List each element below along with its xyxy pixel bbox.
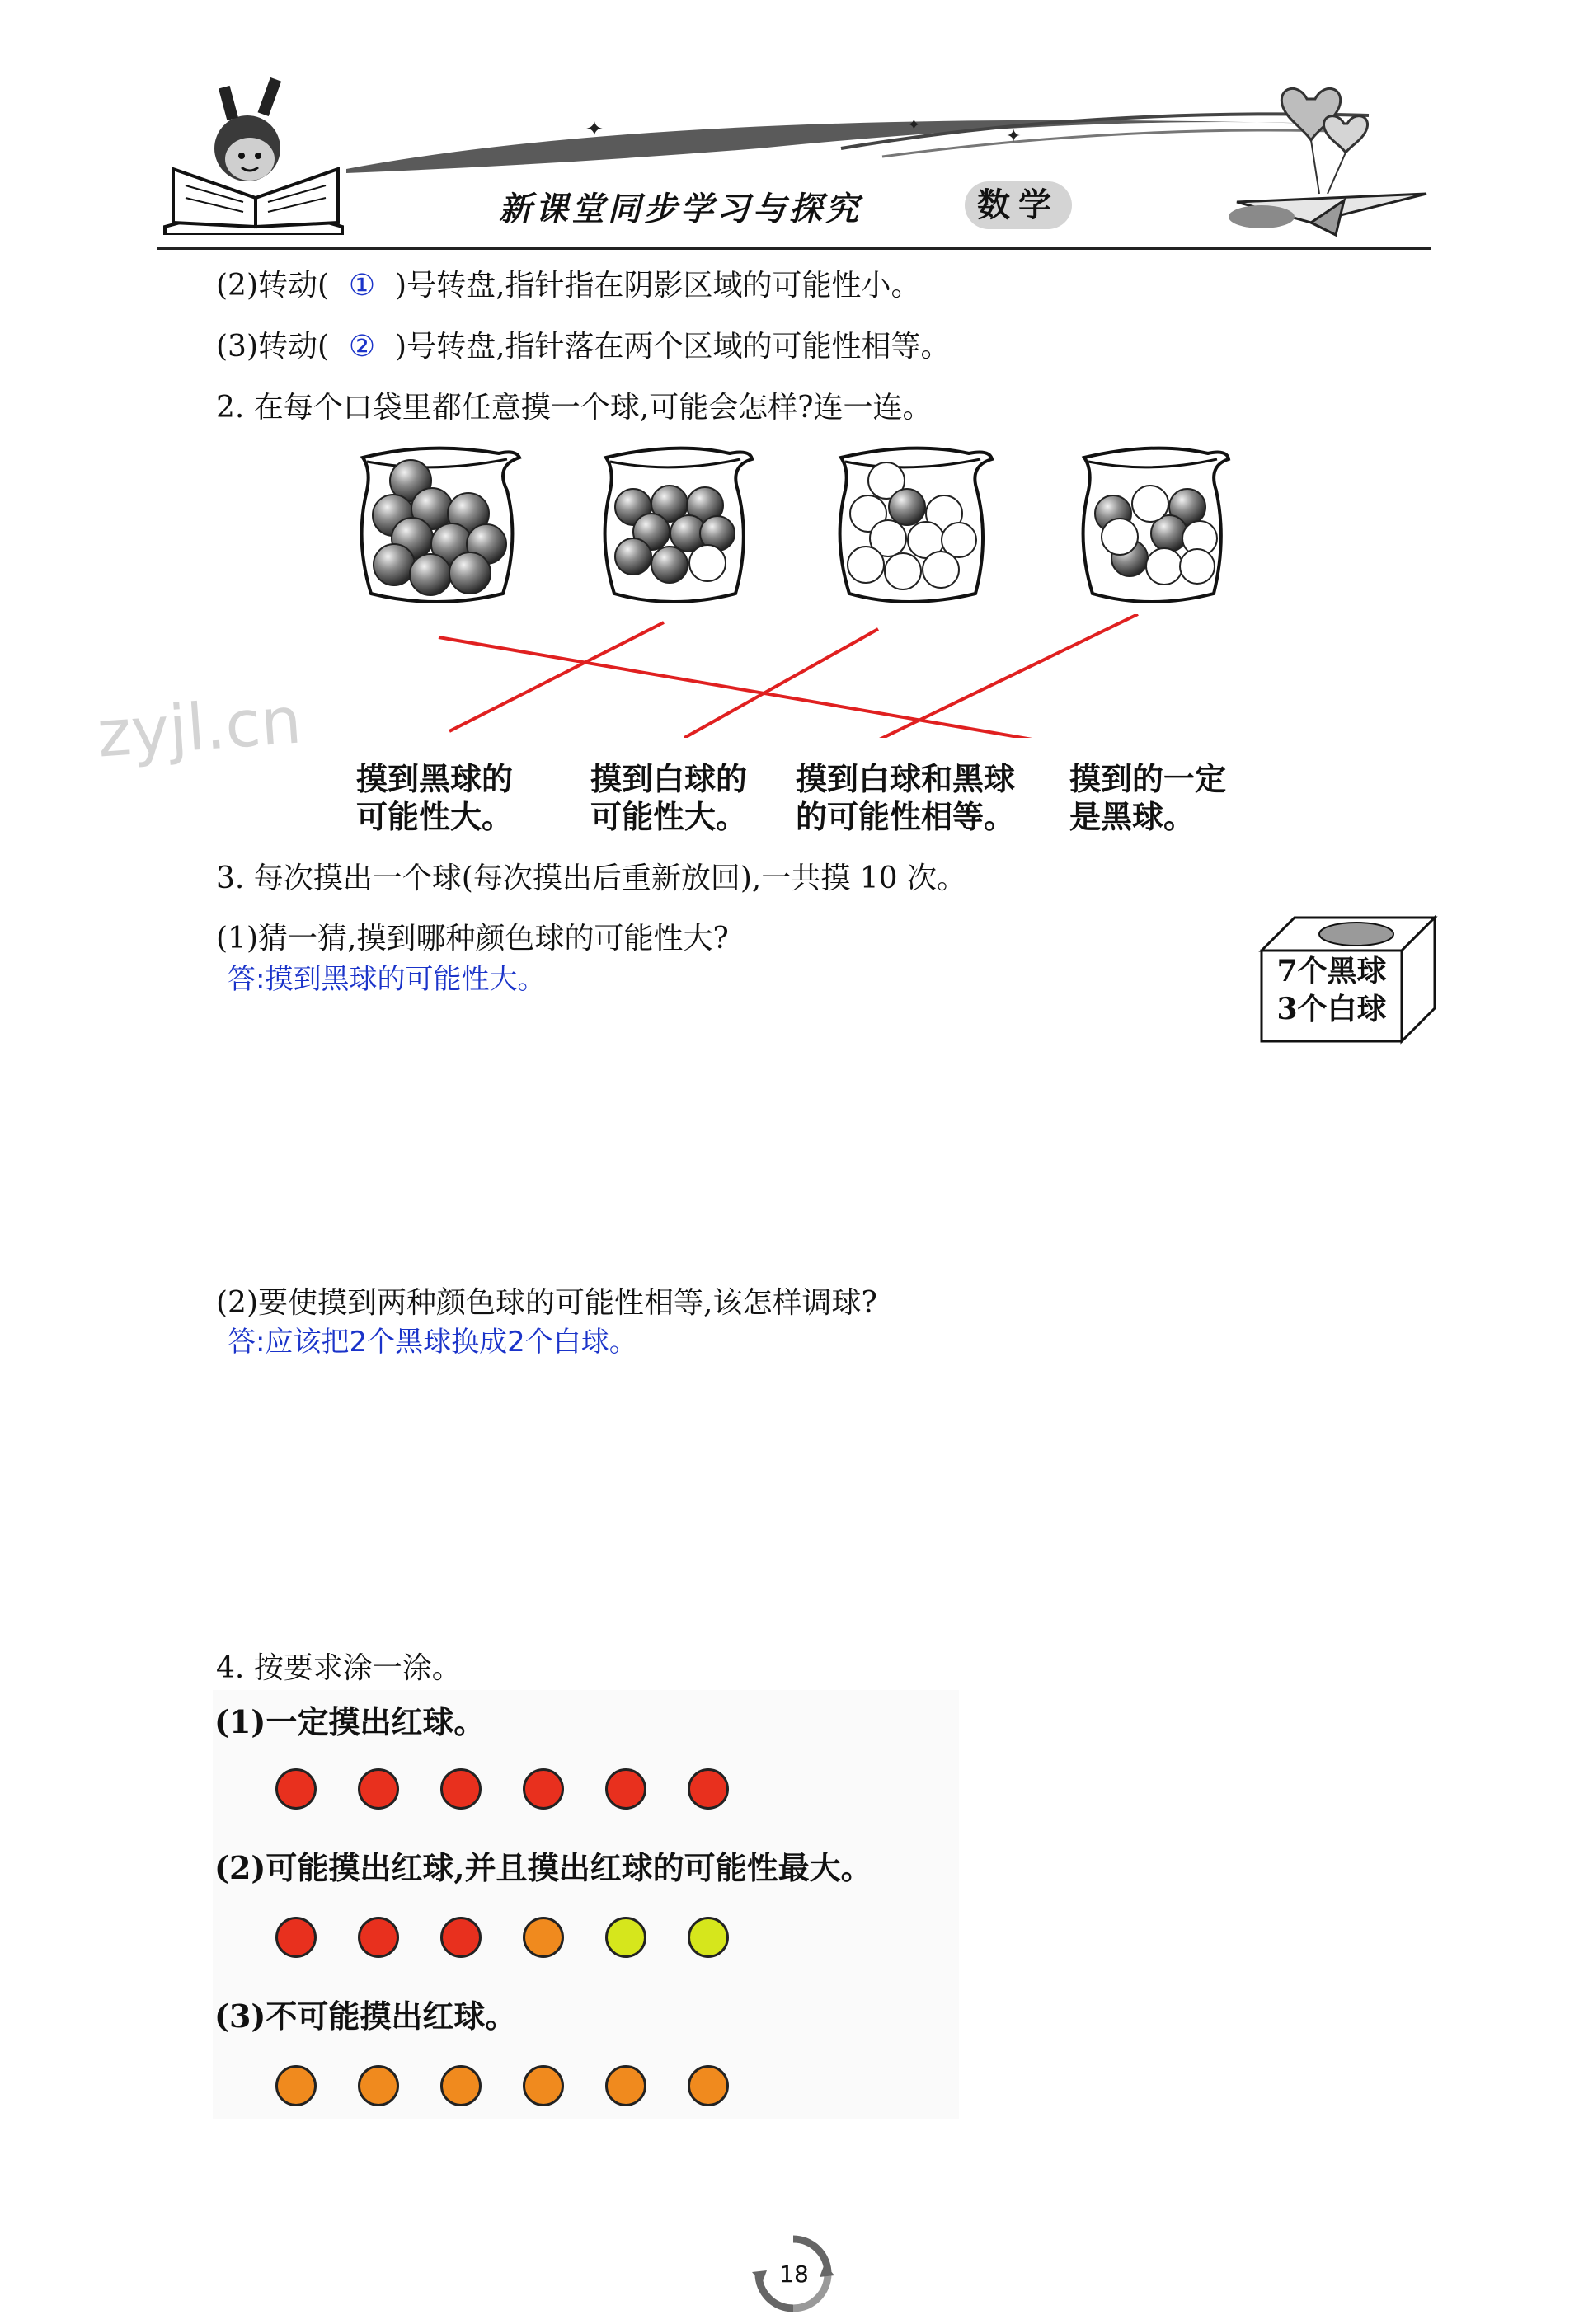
watermark: zyjl.cn <box>95 683 304 772</box>
q4-row1-dot <box>688 1768 729 1810</box>
line-bag2-to-label1 <box>449 622 664 731</box>
ball-box-line1: 7个黑球 <box>1276 954 1387 988</box>
q2-prompt: 2. 在每个口袋里都任意摸一个球,可能会怎样?连一连。 <box>216 391 933 425</box>
q4-row1-label: (1)一定摸出红球。 <box>214 1703 486 1740</box>
header-title: 新课堂同步学习与探究 <box>499 190 862 228</box>
q4-row2-dot <box>440 1917 482 1958</box>
q4-row3-dot <box>275 2065 317 2106</box>
q2-label-1-line1: 摸到黑球的 <box>356 760 514 797</box>
q4-panel <box>213 1690 959 2119</box>
q1-item2-answer: ① <box>348 269 376 303</box>
svg-text:✦: ✦ <box>907 115 921 134</box>
q2-label-2-line1: 摸到白球的 <box>590 760 748 797</box>
ball-box-line2: 3个白球 <box>1276 992 1387 1026</box>
q4-row3-dot <box>605 2065 646 2106</box>
q4-row3-dot <box>523 2065 564 2106</box>
q3-item2-answer: 答:应该把2个黑球换成2个白球。 <box>228 1326 637 1359</box>
q4-row1-dot <box>358 1768 399 1810</box>
q4-row2-dot <box>688 1917 729 1958</box>
svg-text:✦: ✦ <box>585 117 604 142</box>
q4-row2-dot <box>523 1917 564 1958</box>
bag-3 <box>840 448 992 602</box>
q4-row2-label: (2)可能摸出红球,并且摸出红球的可能性最大。 <box>214 1849 872 1886</box>
q2-label-3-line1: 摸到白球和黑球 <box>796 760 1016 797</box>
q1-item2-prefix: (2)转动( <box>216 269 330 303</box>
q2-label-2 <box>590 760 747 836</box>
header-subject-badge: 数学 <box>965 181 1072 229</box>
q4-row3-dot <box>688 2065 729 2106</box>
q4-row1-dot <box>275 1768 317 1810</box>
q1-item3-prefix: (3)转动( <box>216 330 330 364</box>
q4-prompt: 4. 按要求涂一涂。 <box>216 1651 462 1685</box>
q4-row2-dot <box>605 1917 646 1958</box>
bag-1 <box>362 448 519 602</box>
q3-item1-question: (1)猜一猜,摸到哪种颜色球的可能性大? <box>216 922 729 955</box>
q1-item3-suffix: )号转盘,指针落在两个区域的可能性相等。 <box>395 330 951 364</box>
q4-row3-dot <box>358 2065 399 2106</box>
girl-reading-illustration <box>153 70 359 235</box>
header-rule <box>157 247 1431 250</box>
q2-label-3-line2: 的可能性相等。 <box>796 798 1016 835</box>
bag-2 <box>605 448 752 602</box>
q3-item1-answer: 答:摸到黑球的可能性大。 <box>228 963 546 996</box>
q1-item3 <box>216 323 951 365</box>
q2-label-4 <box>1069 760 1226 836</box>
bags-illustration <box>346 441 1237 614</box>
q2-label-1-line2: 可能性大。 <box>356 798 514 835</box>
q2-label-4-line2: 是黑球。 <box>1069 798 1196 835</box>
page-number: 18 <box>779 2261 809 2288</box>
q4-row2-dot <box>275 1917 317 1958</box>
paper-plane-hearts-illustration <box>1220 78 1435 243</box>
q2-label-3 <box>796 760 1015 836</box>
q3-prompt: 3. 每次摸出一个球(每次摸出后重新放回),一共摸 10 次。 <box>216 862 967 895</box>
q2-label-4-line1: 摸到的一定 <box>1069 760 1227 797</box>
q4-row3-label: (3)不可能摸出红球。 <box>214 1998 517 2035</box>
svg-text:✦: ✦ <box>1006 126 1022 147</box>
q4-row1-dot <box>440 1768 482 1810</box>
q4-row1-dot <box>605 1768 646 1810</box>
q3-item2-question: (2)要使摸到两种颜色球的可能性相等,该怎样调球? <box>216 1286 877 1320</box>
q1-item2-suffix: )号转盘,指针指在阴影区域的可能性小。 <box>395 269 921 303</box>
connection-lines <box>412 614 1154 738</box>
q4-row2-dot <box>358 1917 399 1958</box>
q1-item2 <box>216 262 921 304</box>
bag-4 <box>1083 448 1229 602</box>
q4-row1-dot <box>523 1768 564 1810</box>
q2-label-2-line2: 可能性大。 <box>590 798 748 835</box>
ball-box-label <box>1262 952 1402 1028</box>
q1-item3-answer: ② <box>348 330 376 364</box>
q4-row3-dot <box>440 2065 482 2106</box>
q2-label-1 <box>356 760 513 836</box>
